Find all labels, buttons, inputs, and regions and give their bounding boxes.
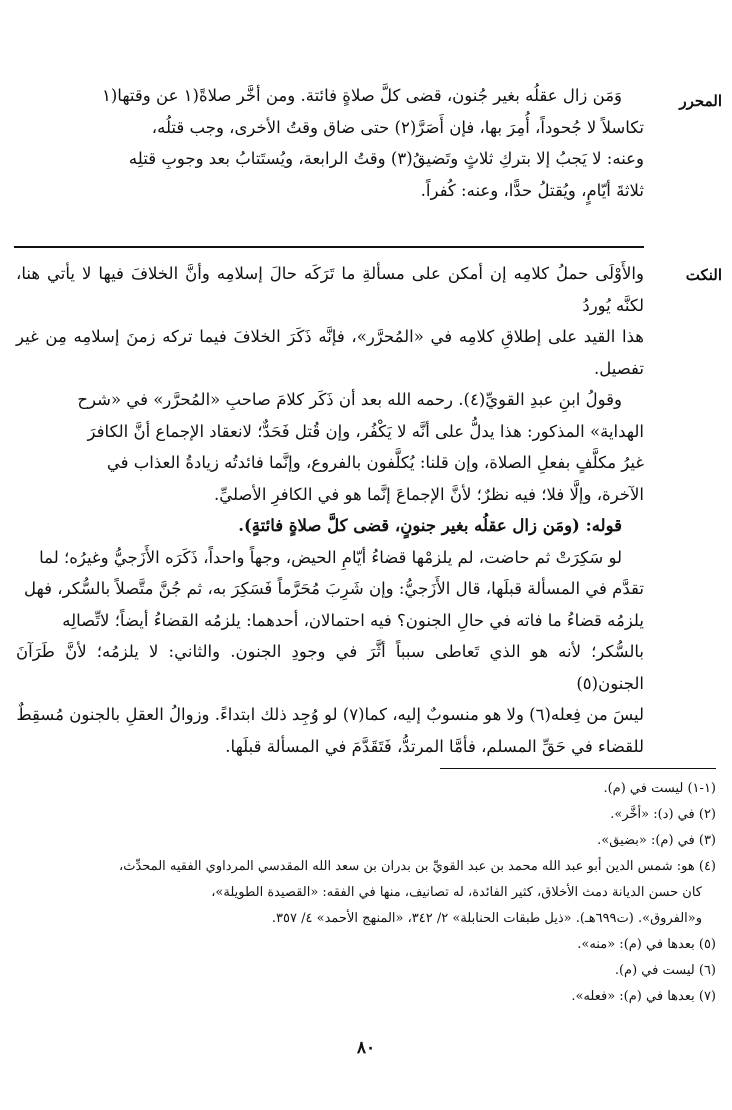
quoted-heading (16, 510, 644, 542)
footnote: (٣) في (م): «بضيق». (597, 833, 716, 848)
nukat-line: الآخرة، وإلَّا فلا؛ فيه نظرٌ؛ لأنَّ الإجماعَ إنَّما هو في الكافرِ الأصليِّ. (213, 484, 644, 504)
muharrar-text (16, 80, 644, 206)
page-number: ٨٠ (356, 1038, 376, 1058)
nukat-line: هذا القيد على إطلاقِ كلامِه في «المُحرَّر»، فإنَّه ذَكَرَ الخلافَ فيما تركه زمنَ إسلامِه مِن غير تفصيل. (16, 327, 644, 378)
muharrar-line: ثلاثةَ أيّامٍ، ويُقتلُ حدًّا، وعنه: كُفراً. (420, 180, 644, 200)
nukat-line: ليسَ من فِعله(٦) ولا هو منسوبٌ إليه، كما(٧) لو وُجِد ذلك ابتداءً. وزوالُ العقلِ بالجنون مُسقِطٌ (16, 705, 644, 724)
muharrar-line: تكاسلاً لا جُحوداً، أُمِرَ بها، فإن أَصَرَّ(٢) حتى ضاق وقتُ الأخرى، وجب قتلُه، (151, 117, 644, 137)
footnote-divider (440, 768, 716, 769)
section-divider (14, 246, 644, 248)
footnote: (٦) ليست في (م). (614, 963, 716, 978)
muharrar-line: وَمَن زال عقلُه بغير جُنون، قضى كلَّ صلاةٍ فائتة. ومن أخَّر صلاةً(١ عن وقتها(١ (101, 86, 622, 105)
footnote-continuation: و«الفروق». (ت٦٩٩هـ). «ذيل طبقات الحنابلة» ٢/ ٣٤٢، «المنهج الأحمد» ٤/ ٣٥٧. (271, 911, 702, 926)
quoted-heading-prefix: قوله: (579, 516, 622, 535)
nukat-text (16, 258, 644, 762)
quoted-heading-text: (ومَن زال عقلُه بغير جنونٍ، قضى كلَّ صلاةٍ فائتةٍ). (238, 516, 580, 535)
footnote: (١-١) ليست في (م). (603, 781, 716, 796)
muharrar-label: المحرر (679, 92, 722, 110)
footnotes (16, 776, 716, 1010)
nukat-line: الهداية» المذكور: هذا يدلُّ على أنَّه لا يَكْفُر، وإن قُتل فَحَدٌّ؛ لانعقاد الإجماع أنَّ الكافرَ (87, 421, 644, 441)
nukat-line: بالسُّكر؛ لأنه هو الذي تَعاطى سبباً أثَّرَ في وجودِ الجنون. والثاني: لا يلزمُه؛ لأنَّ طَرَآنَ الجنون(٥) (16, 642, 644, 693)
footnote: (٤) هو: شمس الدين أبو عبد الله محمد بن عبد القويِّ بن بدران بن سعد الله المقدسي المرداوي الفقيه المحدِّث، (119, 859, 716, 874)
footnote: (٢) في (د): «أخَّر». (610, 807, 716, 822)
footnote: (٧) بعدها في (م): «فعله». (571, 989, 716, 1004)
nukat-line: لو سَكِرَتْ ثم حاضت، لم يلزمْها قضاءُ أيّامِ الحيض، وجهاً واحداً، ذَكَرَه الأَزَجيُّ وغيرُه؛ لما (39, 547, 622, 567)
footnote: (٥) بعدها في (م): «منه». (577, 937, 716, 952)
nukat-line: تقدَّم في المسألة قبلَها، قال الأَزَجيُّ: وإن شَرِبَ مُحَرَّماً فَسَكِرَ به، ثم جُنَّ متَّصلاً بالسُّكر، فهل (24, 579, 644, 598)
nukat-line: للقضاء في حَقِّ المسلم، فأمَّا المرتدُّ، فَتَقَدَّمَ في المسألة قبلَها. (225, 736, 644, 756)
footnote-continuation: كان حسن الديانة دمث الأخلاق، كثير الفائدة، له تصانيف، منها في الفقه: «القصيدة الطويلة»، (211, 885, 702, 900)
muharrar-line: وعنه: لا يَجبُ إلا بتركِ ثلاثٍ وتَضيقُ(٣) وقتُ الرابعة، ويُستَتابُ بعد وجوبِ قتلِه (128, 149, 644, 168)
nukat-line: يلزمُه قضاءُ ما فاته في حالِ الجنون؟ فيه احتمالان، أحدهما: يلزمُه القضاءُ أيضاً؛ لاتِّصالِه (62, 610, 644, 630)
nukat-line: غيرُ مكلَّفٍ بفعلِ الصلاة، وإن قلنا: يُكلَّفون بالفروع، وإنَّما فائدتُه زيادةُ العذاب في (106, 453, 644, 472)
nukat-label: النكت (685, 266, 722, 284)
nukat-line: وقولُ ابنِ عبدِ القويِّ(٤). رحمه الله بعد أن ذَكَر كلامَ صاحبِ «المُحرَّر» في «شرح (77, 390, 622, 409)
nukat-line: والأَوْلَى حملُ كلامِه إن أمكن على مسألةِ ما تَرَكَه حالَ إسلامِه وأنَّ الخلافَ فيها لا يأتي هنا، لكنَّه يُوردُ (16, 264, 644, 315)
